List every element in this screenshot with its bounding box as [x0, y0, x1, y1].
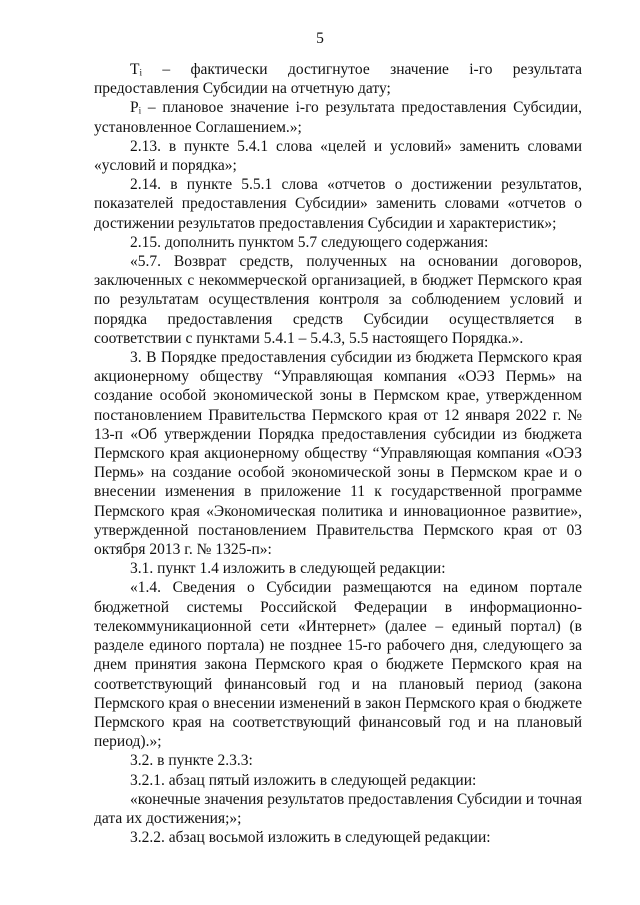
paragraph-2-14: 2.14. в пункте 5.5.1 слова «отчетов о достижении результатов, показателей предоставления Субсидии» заменить словами «отчетов о достижении результатов предоставления Субсидии и характеристик»;	[94, 176, 582, 232]
paragraph-5-7-quote: «5.7. Возврат средств, полученных на основании договоров, заключенных с некоммерческой организацией, в бюджет Пермского края по результатам осуществления контроля за соблюдением условий и порядка предоставления средств Субсидии осуществляется в соответствии с пунктами 5.4.1 – 5.4.3, 5.5 настоящего Порядка.».	[94, 253, 582, 347]
paragraph-3-2: 3.2. в пункте 2.3.3:	[130, 752, 253, 770]
paragraph-2-13: 2.13. в пункте 5.4.1 слова «целей и условий» заменить словами «условий и порядка»;	[94, 137, 582, 175]
page-number: 5	[316, 30, 324, 47]
paragraph-3-2-2: 3.2.2. абзац восьмой изложить в следующей редакции:	[130, 829, 491, 847]
document-body	[94, 60, 582, 847]
paragraph-formula-pi: Pᵢ – плановое значение i-го результата предоставления Субсидии, установленное Соглашением.»;	[94, 99, 582, 136]
paragraph-3-2-1: 3.2.1. абзац пятый изложить в следующей редакции:	[130, 771, 477, 789]
paragraph-1-4-quote: «1.4. Сведения о Субсидии размещаются на едином портале бюджетной системы Российской Федерации в информационно-телекоммуникационной сети «Интернет» (далее – единый портал) (в разделе единого портала) не позднее 15-го рабочего дня, следующего за днем принятия закона Пермского края о бюджете Пермского края на соответствующий финансовый год и на плановый период (закона Пермского края о внесении изменений в закон Пермского края о бюджете Пермского края на соответствующий финансовый год и на плановый период).»;	[94, 579, 582, 751]
paragraph-3-1: 3.1. пункт 1.4 изложить в следующей редакции:	[130, 560, 446, 578]
paragraph-final-values-quote: «конечные значения результатов предоставления Субсидии и точная дата их достижения;»;	[94, 790, 582, 827]
paragraph-3: 3. В Порядке предоставления субсидии из бюджета Пермского края акционерному обществу “Управляющая компания «ОЭЗ Пермь» на создание особой экономической зоны в Пермском крае, утвержденном постановлением Правительства Пермского края от 12 января 2022 г. № 13-п «Об утверждении Порядка предоставления субсидии из бюджета Пермского края акционерному обществу “Управляющая компания «ОЭЗ Пермь» на создание особой экономической зоны в Пермском крае и о внесении изменения в приложение 11 к государственной программе Пермского края «Экономическая политика и инновационное развитие», утвержденной постановлением Правительства Пермского края от 03 октября 2013 г. № 1325-п»:	[94, 349, 582, 559]
paragraph-formula-ti: Tᵢ – фактически достигнутое значение i-го результата предоставления Субсидии на отчетную дату;	[94, 61, 582, 98]
paragraph-2-15: 2.15. дополнить пунктом 5.7 следующего содержания:	[130, 233, 489, 251]
